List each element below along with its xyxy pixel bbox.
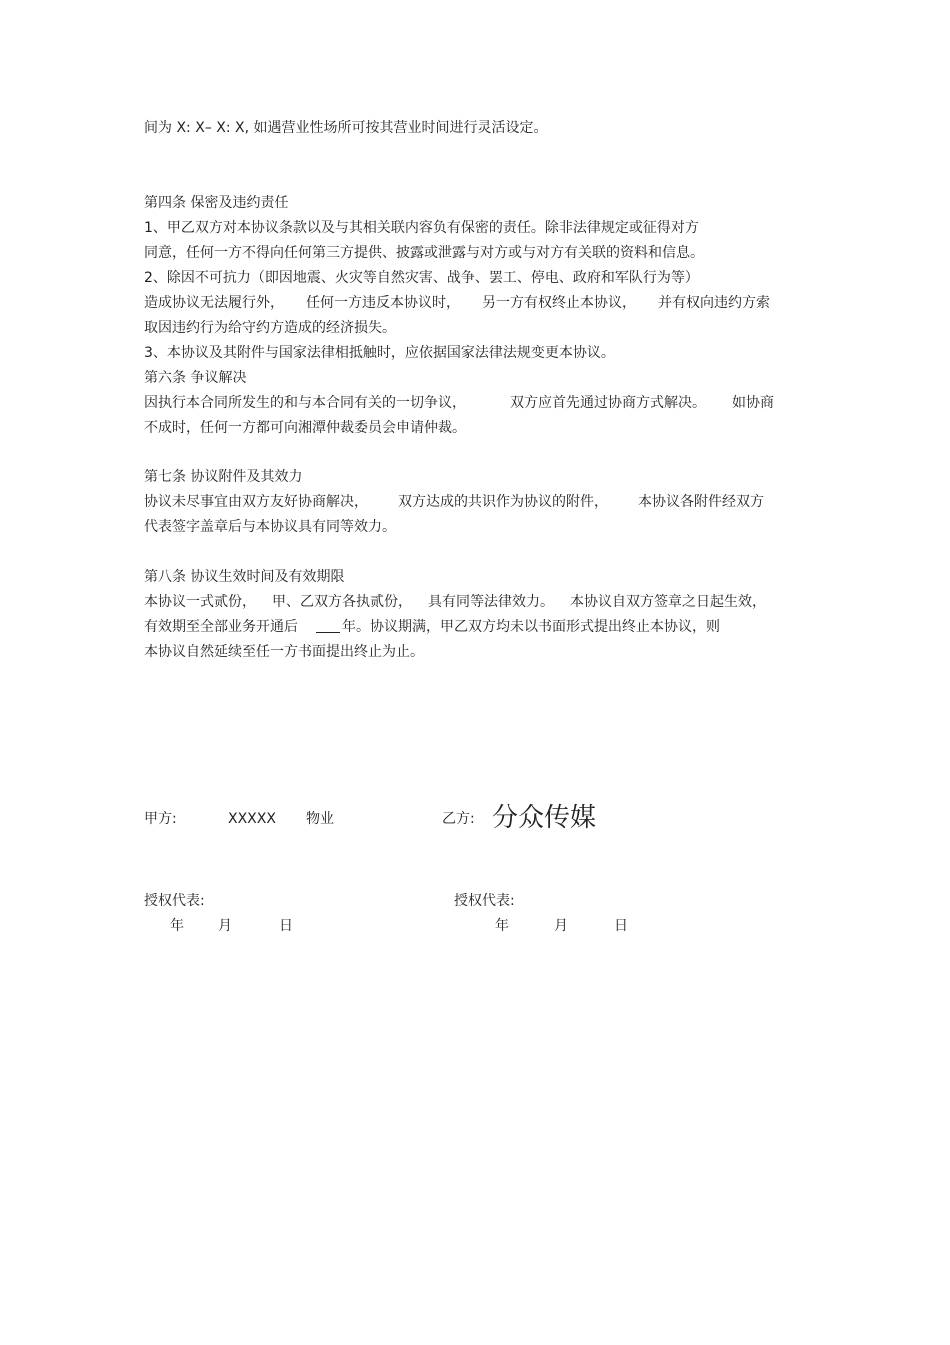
party-a-representative-label: 授权代表: [144, 893, 205, 909]
fill-in-blank [316, 618, 340, 633]
text-line [144, 592, 766, 612]
text-line: 同意，任何一方不得向任何第三方提供、披露或泄露与对方或与对方有关联的资料和信息。 [144, 245, 704, 261]
text-segment: 因执行本合同所发生的和与本合同有关的一切争议， [144, 395, 466, 411]
party-b-representative-label: 授权代表: [454, 893, 515, 909]
party-b-date-day: 日 [614, 918, 628, 934]
text-line: 间为 X: X– X: X, 如遇营业性场所可按其营业时间进行灵活设定。 [144, 120, 548, 136]
text-line: 取因违约行为给守约方造成的经济损失。 [144, 320, 396, 336]
text-line [144, 492, 764, 512]
text-segment: 另一方有权终止本协议， [482, 295, 636, 311]
party-a-name: XXXXX [228, 811, 276, 827]
text-line [144, 393, 774, 413]
text-line: 3、本协议及其附件与国家法律相抵触时，应依据国家法律法规变更本协议。 [144, 345, 615, 361]
party-a-date-year: 年 [170, 918, 184, 934]
party-a-name-suffix: 物业 [306, 811, 334, 827]
text-segment: 任何一方违反本协议时， [306, 295, 460, 311]
text-line: 不成时，任何一方都可向湘潭仲裁委员会申请仲裁。 [144, 420, 466, 436]
text-line [144, 293, 770, 313]
party-a-date-day: 日 [279, 918, 293, 934]
party-b-date-year: 年 [495, 918, 509, 934]
party-a-date-month: 月 [218, 918, 232, 934]
text-line: 2、除因不可抗力（即因地震、火灾等自然灾害、战争、罢工、停电、政府和军队行为等） [144, 270, 699, 286]
text-segment: 甲、乙双方各执贰份， [272, 594, 412, 610]
text-segment: 如协商 [732, 395, 774, 411]
article-6-title: 第六条 争议解决 [144, 370, 247, 386]
text-segment: 年。协议期满，甲乙双方均未以书面形式提出终止本协议，则 [342, 619, 720, 635]
text-segment: 本协议各附件经双方 [638, 494, 764, 510]
text-line: 本协议自然延续至任一方书面提出终止为止。 [144, 644, 424, 660]
text-segment: 本协议自双方签章之日起生效， [570, 594, 766, 610]
text-segment: 造成协议无法履行外， [144, 295, 284, 311]
text-segment: 有效期至全部业务开通后 [144, 619, 298, 635]
text-segment: 双方达成的共识作为协议的附件， [398, 494, 608, 510]
party-b-date-month: 月 [554, 918, 568, 934]
text-line: 1、甲乙双方对本协议条款以及与其相关联内容负有保密的责任。除非法律规定或征得对方 [144, 220, 699, 236]
text-segment: 并有权向违约方索 [658, 295, 770, 311]
article-4-title: 第四条 保密及违约责任 [144, 195, 289, 211]
text-segment: 具有同等法律效力。 [428, 594, 554, 610]
party-b-label: 乙方: [442, 811, 475, 827]
text-line [144, 617, 720, 637]
text-segment: 本协议一式贰份， [144, 594, 256, 610]
text-segment: 双方应首先通过协商方式解决。 [510, 395, 706, 411]
party-a-label: 甲方: [144, 811, 177, 827]
article-8-title: 第八条 协议生效时间及有效期限 [144, 569, 345, 585]
text-line: 代表签字盖章后与本协议具有同等效力。 [144, 519, 396, 535]
party-b-name: 分众传媒 [492, 803, 597, 833]
article-7-title: 第七条 协议附件及其效力 [144, 469, 303, 485]
text-segment: 协议未尽事宜由双方友好协商解决， [144, 494, 368, 510]
